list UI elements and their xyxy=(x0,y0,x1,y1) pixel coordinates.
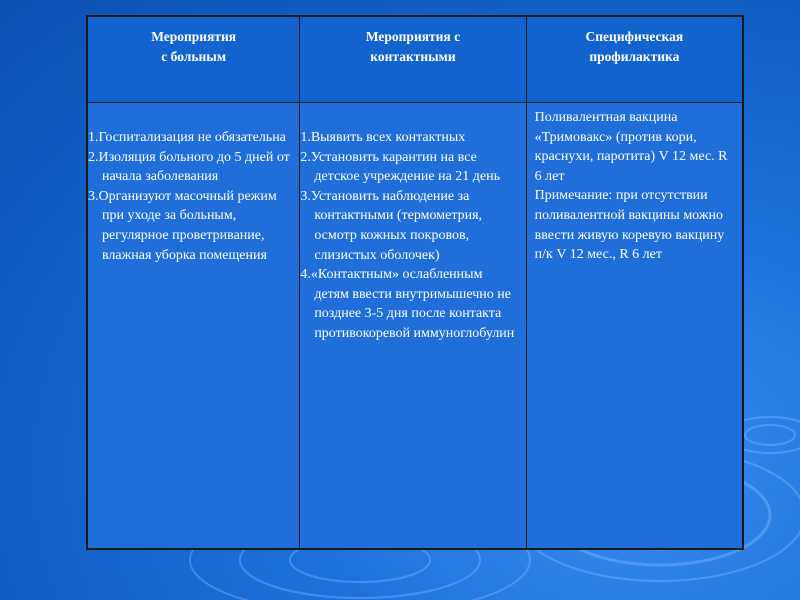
vaccine-paragraph: Поливалентная вакцина «Тримовакс» (против кори, краснухи, паротита) V 12 мес. R 6 лет xyxy=(534,110,728,184)
list-item xyxy=(300,187,519,265)
item-number: 1. xyxy=(88,130,99,145)
item-number: 4. xyxy=(300,267,311,283)
header-specific-prophylaxis xyxy=(526,17,742,103)
item-text: Выявить всех контактных xyxy=(310,130,466,145)
table-body-row xyxy=(88,103,743,549)
header-line: с больным xyxy=(161,49,227,64)
item-number: 3. xyxy=(300,188,311,204)
list-item xyxy=(88,128,293,148)
table-header-row xyxy=(88,17,743,103)
specific-prophylaxis-cell xyxy=(526,103,742,549)
item-text: Изоляция больного до 5 дней от начала заболевания xyxy=(98,149,290,185)
header-contact-measures xyxy=(300,17,526,103)
header-line: Мероприятия xyxy=(151,29,237,44)
item-text: Госпитализация не обязательна xyxy=(98,130,286,145)
list-item xyxy=(88,148,293,187)
item-text: Установить наблюдение за контактными (термометрия, осмотр кожных покровов, слизистых оболочек) xyxy=(310,188,483,263)
prevention-measures-table xyxy=(86,15,744,550)
header-patient-measures xyxy=(88,17,300,103)
list-item xyxy=(88,187,293,265)
item-number: 2. xyxy=(88,149,99,165)
item-text: Установить карантин на все детское учреждение на 21 день xyxy=(310,149,501,185)
item-text: «Контактным» ослабленным детям ввести внутримышечно не позднее 3-5 дня после контакта противокоревой иммуноглобулин xyxy=(310,267,515,341)
contact-measures-cell xyxy=(300,103,526,549)
header-line: Мероприятия с xyxy=(365,29,461,44)
patient-measures-cell xyxy=(88,103,300,549)
item-text: Организуют масочный режим при уходе за больным, регулярное проветривание, влажная уборка помещения xyxy=(98,188,277,263)
note-paragraph: Примечание: при отсутствии поливалентной вакцины можно ввести живую коревую вакцину п/к V 12 мес., R 6 лет xyxy=(534,188,725,263)
header-line: профилактика xyxy=(589,49,680,64)
item-number: 2. xyxy=(300,149,311,165)
header-line: контактными xyxy=(370,49,456,64)
list-item xyxy=(300,148,519,187)
item-number: 1. xyxy=(300,130,311,145)
measures-table xyxy=(87,16,743,549)
list-item xyxy=(300,265,519,343)
list-item xyxy=(300,128,519,148)
header-line: Специфическая xyxy=(585,29,684,44)
item-number: 3. xyxy=(88,188,99,204)
